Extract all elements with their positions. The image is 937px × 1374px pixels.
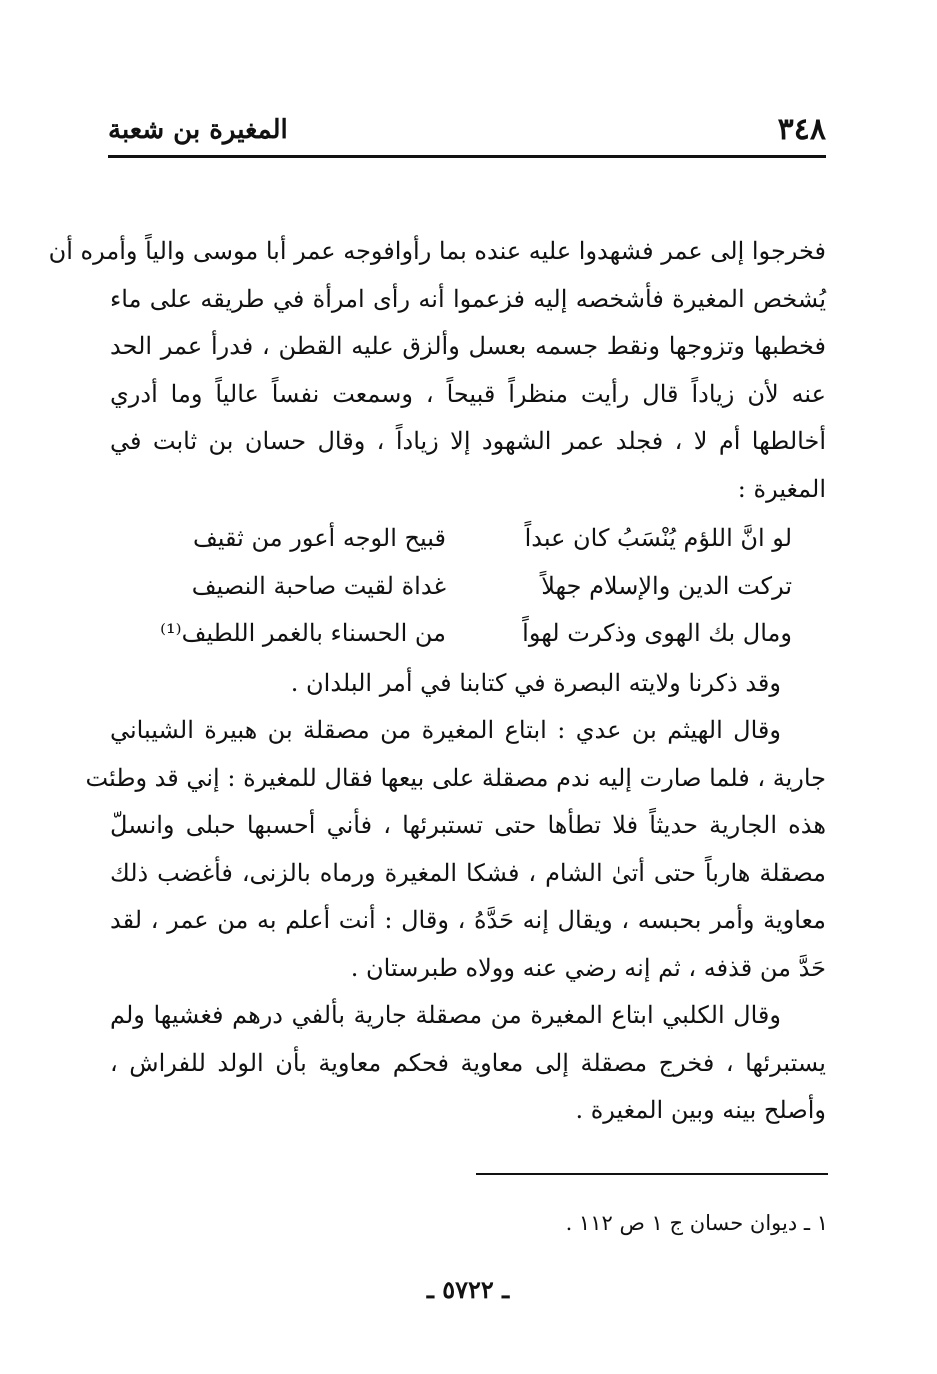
text-line: وقال الهيثم بن عدي : ابتاع المغيرة من مصقلة بن هبيرة الشيباني bbox=[110, 716, 781, 744]
verse-first-half: لو انَّ اللؤم يُنْسَبُ كان عبداً bbox=[524, 524, 792, 552]
paragraph-4 bbox=[110, 992, 826, 1135]
text-line: المغيرة : bbox=[737, 474, 826, 503]
footnote-divider bbox=[476, 1173, 828, 1175]
poem-verse bbox=[146, 563, 792, 611]
folio-number: ـ ٥٧٢٢ ـ bbox=[426, 1275, 510, 1304]
text-line: يستبرئها ، فخرج مصقلة إلى معاوية فحكم معاوية بأن الولد للفراش ، bbox=[110, 1048, 826, 1077]
running-header bbox=[108, 110, 826, 154]
verse-second-half: من الحسناء بالغمر اللطيف⁽¹⁾ bbox=[160, 619, 446, 647]
header-divider bbox=[108, 155, 826, 158]
poem-verse bbox=[146, 515, 792, 563]
text-line: معاوية وأمر بحبسه ، ويقال إنه حَدَّهُ ، وقال : أنت أعلم به من عمر ، لقد bbox=[110, 906, 826, 934]
poem-verse bbox=[146, 610, 792, 658]
header-title: المغيرة بن شعبة bbox=[108, 115, 288, 145]
text-line: يُشخص المغيرة فأشخصه إليه فزعموا أنه رأى امرأة في طريقه على ماء bbox=[110, 284, 826, 313]
header-page-number: ٣٤٨ bbox=[777, 112, 826, 147]
paragraph-1 bbox=[48, 228, 826, 513]
text-line: وقد ذكرنا ولايته البصرة في كتابنا في أمر البلدان . bbox=[290, 668, 781, 697]
text-line: وقال الكلبي ابتاع المغيرة من مصقلة جارية بألفي درهم فغشيها ولم bbox=[110, 1001, 781, 1029]
paragraph-3 bbox=[85, 707, 826, 992]
paragraph-2 bbox=[110, 660, 826, 708]
text-line: فخرجوا إلى عمر فشهدوا عليه عنده بما رأوافوجه عمر أبا موسى والياً وأمره أن bbox=[48, 237, 826, 265]
verse-second-half: قبيح الوجه أعور من ثقيف bbox=[192, 524, 446, 552]
main-text bbox=[48, 228, 826, 1135]
poem bbox=[110, 515, 826, 658]
footnote: ١ ـ ديوان حسان ج ١ ص ١١٢ . bbox=[565, 1211, 828, 1235]
text-line: مصقلة هارباً حتى أتىٰ الشام ، فشكا المغيرة ورماه بالزنى، فأغضب ذلك bbox=[110, 858, 826, 887]
text-line: فخطبها وتزوجها ونقط جسمه بعسل وألزق عليه القطن ، فدرأ عمر الحد bbox=[110, 332, 826, 360]
verse-first-half: تركت الدين والإسلام جهلاً bbox=[541, 571, 792, 600]
text-line: عنه لأن زياداً قال رأيت منظراً قبيحاً ، وسمعت نفساً عالياً وما أدري bbox=[110, 379, 826, 408]
text-line: جارية ، فلما صارت إليه ندم مصقلة على بيعها فقال للمغيرة : إني قد وطئت bbox=[85, 763, 826, 792]
text-line: حَدَّ من قذفه ، ثم إنه رضي عنه وولاه طبرستان . bbox=[350, 953, 826, 982]
text-line: أخالطها أم لا ، فجلد عمر الشهود إلا زياداً ، وقال حسان بن ثابت في bbox=[110, 427, 826, 455]
verse-second-half: غداة لقيت صاحبة النصيف bbox=[191, 571, 446, 600]
verse-first-half: ومال بك الهوى وذكرت لهواً bbox=[522, 619, 792, 647]
text-line: هذه الجارية حديثاً فلا تطأها حتى تستبرئها ، فأني أحسبها حبلى وانسلّ bbox=[110, 811, 826, 839]
text-line: وأصلح بينه وبين المغيرة . bbox=[575, 1096, 826, 1124]
